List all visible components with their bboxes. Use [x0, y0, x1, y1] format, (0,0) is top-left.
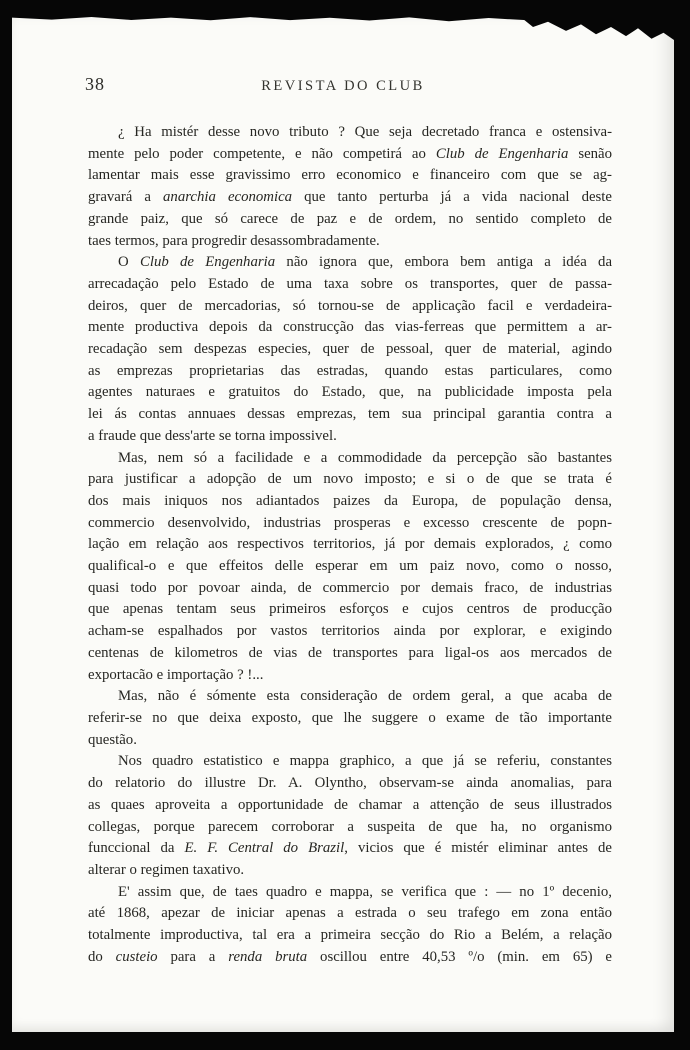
- text-line: [88, 665, 612, 687]
- text-line: [88, 773, 612, 795]
- text-segment: que tanto perturba já a vida nacional deste: [292, 189, 612, 206]
- text-segment: collegas, porque parecem corroborar a suspeita de que ha, no organismo: [88, 818, 612, 835]
- text-line: [88, 599, 612, 621]
- text-line: [88, 860, 612, 882]
- text-line: [88, 621, 612, 643]
- text-segment: taes termos, para progredir desassombradamente.: [88, 232, 380, 249]
- text-line: [88, 817, 612, 839]
- text-segment: oscillou entre 40,53 º/o (min. em 65) e: [307, 948, 612, 965]
- text-segment: grande paiz, que só carece de paz e de ordem, no sentido completo de: [88, 210, 612, 227]
- text-line: [88, 686, 612, 708]
- text-segment: lação em relação aos respectivos territorios, já por demais explorados, ¿ como: [88, 536, 612, 553]
- text-segment: funccional da: [88, 840, 185, 857]
- text-line: [88, 903, 612, 925]
- text-segment: não ignora que, embora bem antiga a idéa da: [275, 254, 613, 271]
- journal-title: REVISTA DO CLUB: [261, 78, 425, 94]
- text-segment: Mas, nem só a facilidade e a commodidade da percepção são bastantes: [118, 449, 612, 466]
- text-segment: O: [118, 254, 140, 271]
- italic-text-segment: custeio: [115, 948, 158, 965]
- text-line: [88, 296, 612, 318]
- text-segment: para justificar a adopção de um novo imposto; e si o de que se trata é: [88, 471, 612, 488]
- text-segment: a fraude que dess'arte se torna impossivel.: [88, 427, 337, 444]
- text-segment: arrecadação pelo Estado de uma taxa sobre os transportes, quer de passa-: [88, 275, 612, 292]
- text-segment: mente productiva depois da construcção das vias-ferreas que permittem a ar-: [88, 319, 612, 336]
- text-segment: agentes naturaes e gratuitos do Estado, que, na publicidade imposta pela: [88, 384, 612, 401]
- text-line: [88, 448, 612, 470]
- text-line: [88, 491, 612, 513]
- text-segment: que apenas tentam seus primeiros esforços e cujos centros de producção: [88, 601, 612, 618]
- text-line: [88, 469, 612, 491]
- text-segment: senão: [568, 145, 613, 162]
- text-line: [88, 252, 612, 274]
- text-line: [88, 751, 612, 773]
- text-segment: quasi todo por povoar ainda, de commercio por demais fraco, de industrias: [88, 579, 612, 596]
- text-line: [88, 187, 612, 209]
- text-segment: exportacão e importação ? !...: [88, 666, 264, 683]
- text-line: [88, 317, 612, 339]
- text-segment: mente pelo poder competente, e não competirá ao: [88, 145, 436, 162]
- text-line: [88, 209, 612, 231]
- text-line: [88, 925, 612, 947]
- text-segment: qualifical-o e que effeitos delle esperar em um paiz novo, como o nosso,: [88, 558, 612, 575]
- text-segment: E' assim que, de taes quadro e mappa, se verifica que : — no 1º decenio,: [118, 883, 612, 900]
- text-segment: , vicios que é mistér eliminar antes de: [344, 840, 612, 857]
- text-segment: questão.: [88, 731, 137, 748]
- text-segment: totalmente improductiva, tal era a primeira secção do Rio a Belém, a relação: [88, 927, 612, 944]
- text-line: [88, 122, 612, 144]
- text-line: [88, 838, 612, 860]
- text-line: [88, 339, 612, 361]
- italic-text-segment: Club de Engenharia: [435, 145, 569, 162]
- text-segment: acham-se espalhados por vastos territorios ainda por explorar, e exigindo: [88, 623, 612, 640]
- text-segment: as quaes aproveita a opportunidade de chamar a attenção de seus illustrados: [88, 796, 612, 813]
- text-segment: do relatorio do illustre Dr. A. Olyntho, observam-se ainda anomalias, para: [88, 775, 612, 792]
- text-line: [88, 556, 612, 578]
- text-segment: lei ás contas annuaes dessas emprezas, tem sua principal garantia contra a: [88, 406, 612, 423]
- text-line: [88, 426, 612, 448]
- italic-text-segment: renda bruta: [228, 948, 308, 965]
- text-line: [88, 708, 612, 730]
- page-number: 38: [85, 74, 105, 94]
- italic-text-segment: E. F. Central do Brazil: [184, 840, 345, 857]
- text-segment: as emprezas proprietarias das estradas, quando estas particulares, como: [88, 362, 612, 379]
- text-line: [88, 274, 612, 296]
- text-line: [88, 361, 612, 383]
- text-line: [88, 404, 612, 426]
- text-segment: dos mais iniquos nos adiantados paizes da Europa, de população densa,: [88, 492, 612, 509]
- text-segment: referir-se no que deixa exposto, que lhe suggere o exame de tão importante: [88, 709, 612, 726]
- text-segment: gravará a: [88, 189, 164, 206]
- text-line: [88, 643, 612, 665]
- page-header: [12, 72, 674, 102]
- text-line: [88, 534, 612, 556]
- text-line: [88, 795, 612, 817]
- body-text: [88, 122, 612, 968]
- scan-corner-artifact: [524, 14, 674, 40]
- text-segment: recadação sem despezas especies, quer de pessoal, quer de material, agindo: [88, 341, 612, 358]
- text-segment: centenas de kilometros de vias de transportes para ligal-os aos mercados de: [88, 644, 612, 661]
- text-line: [88, 730, 612, 752]
- text-segment: alterar o regimen taxativo.: [88, 861, 245, 878]
- text-segment: deiros, quer de mercadorias, só tornou-se de applicação facil e verdadeira-: [88, 297, 612, 314]
- text-line: [88, 882, 612, 904]
- text-line: [88, 382, 612, 404]
- text-line: [88, 144, 612, 166]
- text-line: [88, 165, 612, 187]
- text-line: [88, 231, 612, 253]
- book-page: [12, 14, 674, 1032]
- text-segment: para a: [157, 948, 229, 965]
- text-segment: do: [88, 948, 116, 965]
- text-segment: commercio desenvolvido, industrias prosperas e excesso crescente de popn-: [88, 514, 612, 531]
- text-segment: Mas, não é sómente esta consideração de ordem geral, a que acaba de: [118, 688, 612, 705]
- text-segment: até 1868, apezar de iniciar apenas a estrada o seu trafego em zona então: [88, 905, 612, 922]
- italic-text-segment: Club de Engenharia: [139, 254, 276, 271]
- text-segment: Nos quadro estatistico e mappa graphico, a que já se referiu, constantes: [118, 753, 612, 770]
- text-segment: lamentar mais esse gravissimo erro economico e financeiro com que se ag-: [88, 167, 612, 184]
- italic-text-segment: anarchia economica: [163, 189, 293, 206]
- text-segment: ¿ Ha mistér desse novo tributo ? Que seja decretado franca e ostensiva-: [118, 124, 612, 140]
- text-line: [88, 513, 612, 535]
- text-line: [88, 947, 612, 969]
- text-line: [88, 578, 612, 600]
